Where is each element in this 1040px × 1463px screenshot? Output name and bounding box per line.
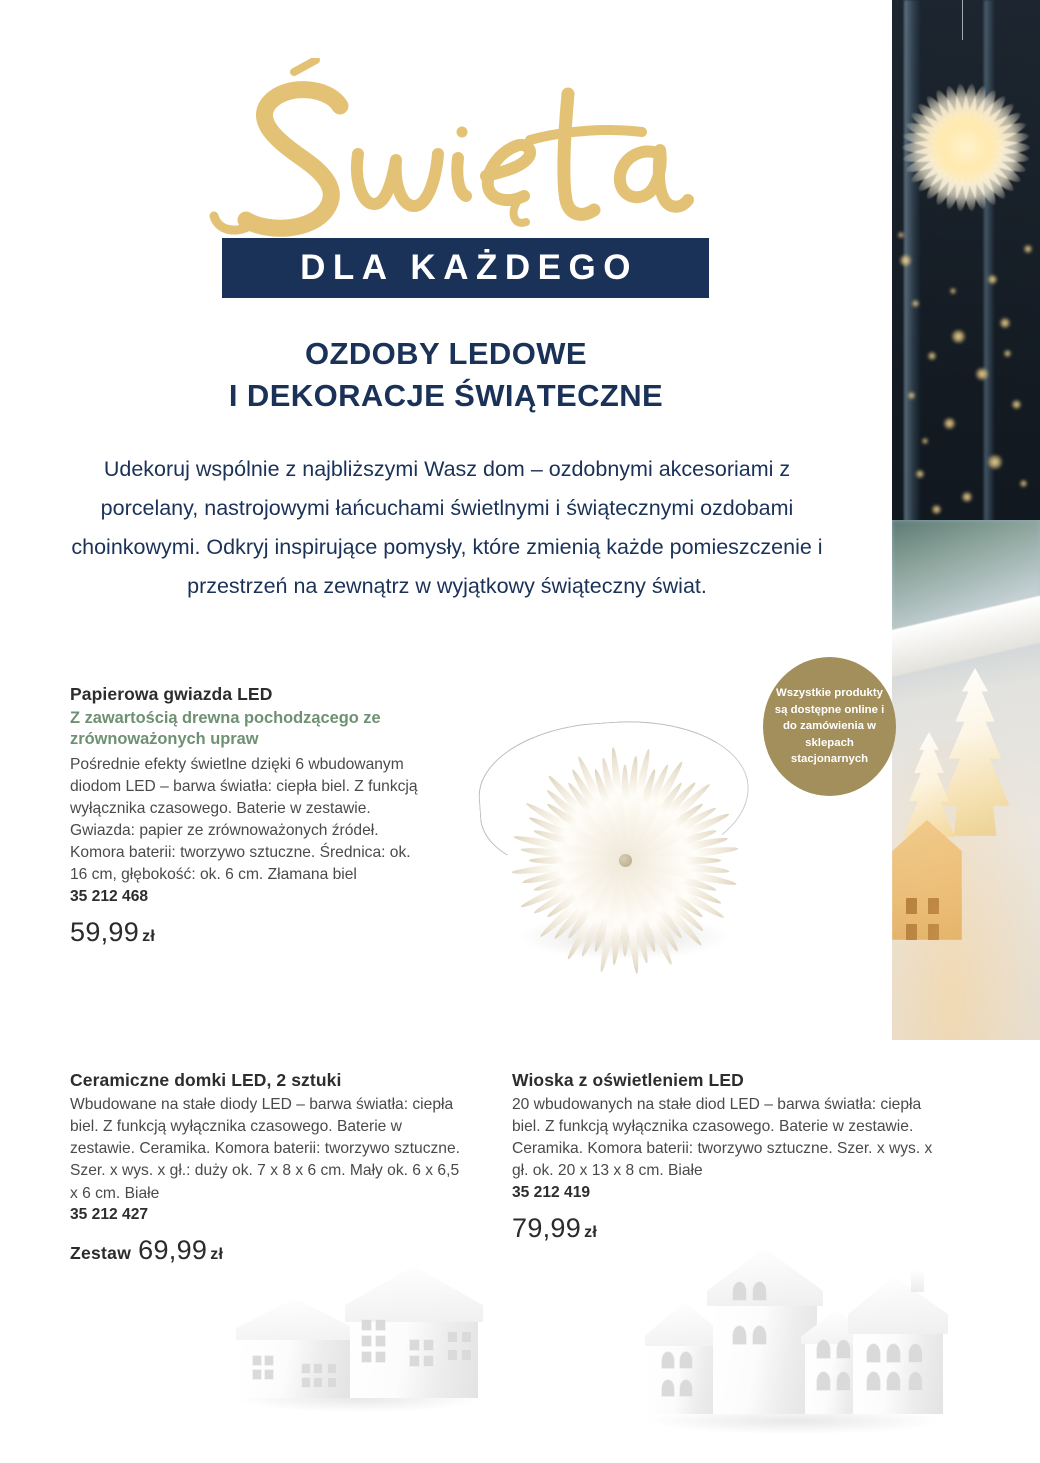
house-window	[448, 1332, 457, 1342]
house-window	[314, 1378, 322, 1387]
bokeh-light	[1000, 318, 1010, 328]
house-window	[376, 1336, 385, 1346]
product-photo-led-village	[645, 1248, 945, 1463]
product-sku: 35 212 427	[70, 1205, 149, 1223]
star-center-hub	[619, 854, 632, 867]
bokeh-light	[950, 288, 956, 294]
bokeh-light	[952, 330, 965, 343]
house-window	[265, 1370, 273, 1379]
village-center-house	[713, 1248, 817, 1414]
house-roof	[345, 1266, 483, 1322]
bokeh-light	[962, 492, 972, 502]
house-window	[376, 1352, 385, 1362]
village-window	[867, 1344, 880, 1362]
bokeh-light	[944, 418, 955, 429]
house-window	[253, 1370, 261, 1379]
product-title: Ceramiczne domki LED, 2 sztuki	[70, 1070, 342, 1090]
house-roof	[236, 1298, 354, 1340]
bokeh-light	[988, 275, 997, 284]
village-window	[887, 1344, 900, 1362]
house-window	[253, 1356, 261, 1365]
product-block-ceramic-houses	[70, 1070, 470, 1266]
headline-line-1: OZDOBY LEDOWE	[305, 336, 587, 371]
village-window	[733, 1282, 746, 1300]
product-sku: 35 212 419	[512, 1183, 591, 1201]
house-window	[362, 1352, 371, 1362]
village-chimney	[911, 1270, 924, 1292]
star-pleat	[625, 856, 721, 865]
house-window	[462, 1332, 471, 1342]
house-window	[362, 1336, 371, 1346]
village-body	[713, 1292, 817, 1414]
price-value: 59,99	[70, 916, 140, 947]
product-title: Wioska z oświetleniem LED	[512, 1070, 744, 1090]
house-window	[424, 1340, 433, 1350]
hero-photo	[892, 0, 1040, 1040]
product-photo-ceramic-houses	[232, 1258, 492, 1458]
house-window	[448, 1350, 457, 1360]
bokeh-light	[916, 470, 924, 478]
village-window	[680, 1380, 692, 1396]
hero-windowsill-scene	[892, 520, 1040, 1040]
hero-paper-star	[896, 22, 1036, 272]
product-description: Wbudowane na stałe diody LED – barwa światła: ciepła biel. Z funkcją wyłącznika czasowego. Baterie w zestawie. Ceramika. Komora baterii: tworzywo sztuczne. Szer. x wys. x gł.: duży ok. 7 x 8 x 6 cm. Mały ok. 6 x 6,5 x 6 cm. Białe	[70, 1096, 460, 1202]
banner-label: DLA KAŻDEGO	[300, 248, 638, 287]
product-block-led-village	[512, 1070, 952, 1244]
bokeh-light	[1024, 245, 1032, 253]
village-window	[733, 1326, 746, 1344]
masthead	[0, 0, 892, 330]
village-window	[662, 1380, 674, 1396]
village-window	[680, 1352, 692, 1368]
house-window	[362, 1320, 371, 1330]
paper-star-graphic	[510, 745, 740, 975]
intro-paragraph: Udekoruj wspólnie z najbliższymi Wasz dom – ozdobnymi akcesoriami z porcelany, nastrojowymi łańcuchami świetlnymi i świątecznymi ozdobami choinkowymi. Odkryj inspirujące pomysły, które zmienią każde pomieszczenie i przestrzeń na zewnątrz w wyjątkowy świąteczny świat.	[71, 457, 823, 599]
price-currency: zł	[210, 1245, 224, 1263]
product-title: Papierowa gwiazda LED	[70, 684, 273, 704]
village-body	[649, 1336, 721, 1414]
bokeh-light	[1012, 400, 1021, 409]
ceramic-house-large	[350, 1266, 478, 1398]
village-wing-left	[649, 1302, 721, 1414]
bokeh-light	[900, 255, 911, 266]
page-headline	[0, 333, 892, 418]
house-window	[462, 1350, 471, 1360]
availability-badge	[763, 657, 896, 796]
product-price	[70, 917, 432, 948]
village-window	[909, 1344, 922, 1362]
bokeh-light	[922, 438, 928, 444]
house-window	[424, 1356, 433, 1366]
bokeh-light	[1004, 350, 1011, 357]
bokeh-light	[1020, 480, 1027, 487]
village-window	[867, 1372, 880, 1390]
product-eco-note: Z zawartością drewna pochodzącego ze zrównoważonych upraw	[70, 709, 381, 749]
product-block-paper-star	[70, 684, 432, 948]
bokeh-light	[908, 392, 915, 399]
availability-badge-text: Wszystkie produkty są dostępne online i do zamówienia w sklepach stacjonarnych	[774, 687, 885, 766]
price-value: 69,99	[138, 1234, 208, 1265]
house-window	[410, 1356, 419, 1366]
house-window	[328, 1364, 336, 1373]
product-sku: 35 212 468	[70, 887, 149, 905]
price-value: 79,99	[512, 1212, 582, 1243]
banner-dla-kazdego	[222, 238, 709, 298]
village-window	[837, 1340, 850, 1358]
village-window	[662, 1352, 674, 1368]
village-roof	[848, 1276, 948, 1334]
village-window	[817, 1372, 830, 1390]
bokeh-light	[932, 505, 941, 514]
bokeh-light	[988, 455, 1002, 469]
price-currency: zł	[584, 1223, 598, 1241]
house-window	[376, 1320, 385, 1330]
village-window	[837, 1372, 850, 1390]
product-description: 20 wbudowanych na stałe diod LED – barwa światła: ciepła biel. Z funkcją wyłącznika czasowego. Baterie w zestawie. Ceramika. Komora baterii: tworzywo sztuczne. Szer. x wys. x gł. ok. 20 x 13 x 8 cm. Białe	[512, 1096, 933, 1180]
house-window	[265, 1356, 273, 1365]
house-window	[302, 1378, 310, 1387]
product-price	[512, 1213, 952, 1244]
product-description: Pośrednie efekty świetlne dzięki 6 wbudowanym diodom LED – barwa światła: ciepła biel. Z funkcją wyłącznika czasowego. Baterie w zestawie. Gwiazda: papier ze zrównoważonych źródeł. Komora baterii: tworzywo sztuczne. Średnica: ok. 16 cm, głębokość: ok. 6 cm. Złamana biel	[70, 755, 418, 884]
village-body	[853, 1322, 943, 1414]
village-window	[887, 1372, 900, 1390]
warm-light-wash	[892, 740, 1040, 1040]
price-lead-label: Zestaw	[70, 1242, 132, 1263]
house-window	[328, 1378, 336, 1387]
village-window	[909, 1372, 922, 1390]
star-glow-core	[931, 112, 1001, 182]
village-window	[753, 1282, 766, 1300]
village-window	[817, 1340, 830, 1358]
script-title-swieta	[190, 58, 720, 248]
headline-line-2: I DEKORACJE ŚWIĄTECZNE	[228, 378, 664, 414]
ceramic-house-small	[240, 1298, 350, 1398]
bokeh-light	[912, 300, 919, 307]
village-right-house	[853, 1276, 943, 1414]
house-window	[302, 1364, 310, 1373]
house-window	[410, 1340, 419, 1350]
bokeh-light	[928, 352, 936, 360]
bokeh-light	[898, 232, 904, 238]
bokeh-light	[976, 368, 988, 380]
price-currency: zł	[142, 927, 156, 945]
village-window	[753, 1326, 766, 1344]
house-window	[314, 1364, 322, 1373]
